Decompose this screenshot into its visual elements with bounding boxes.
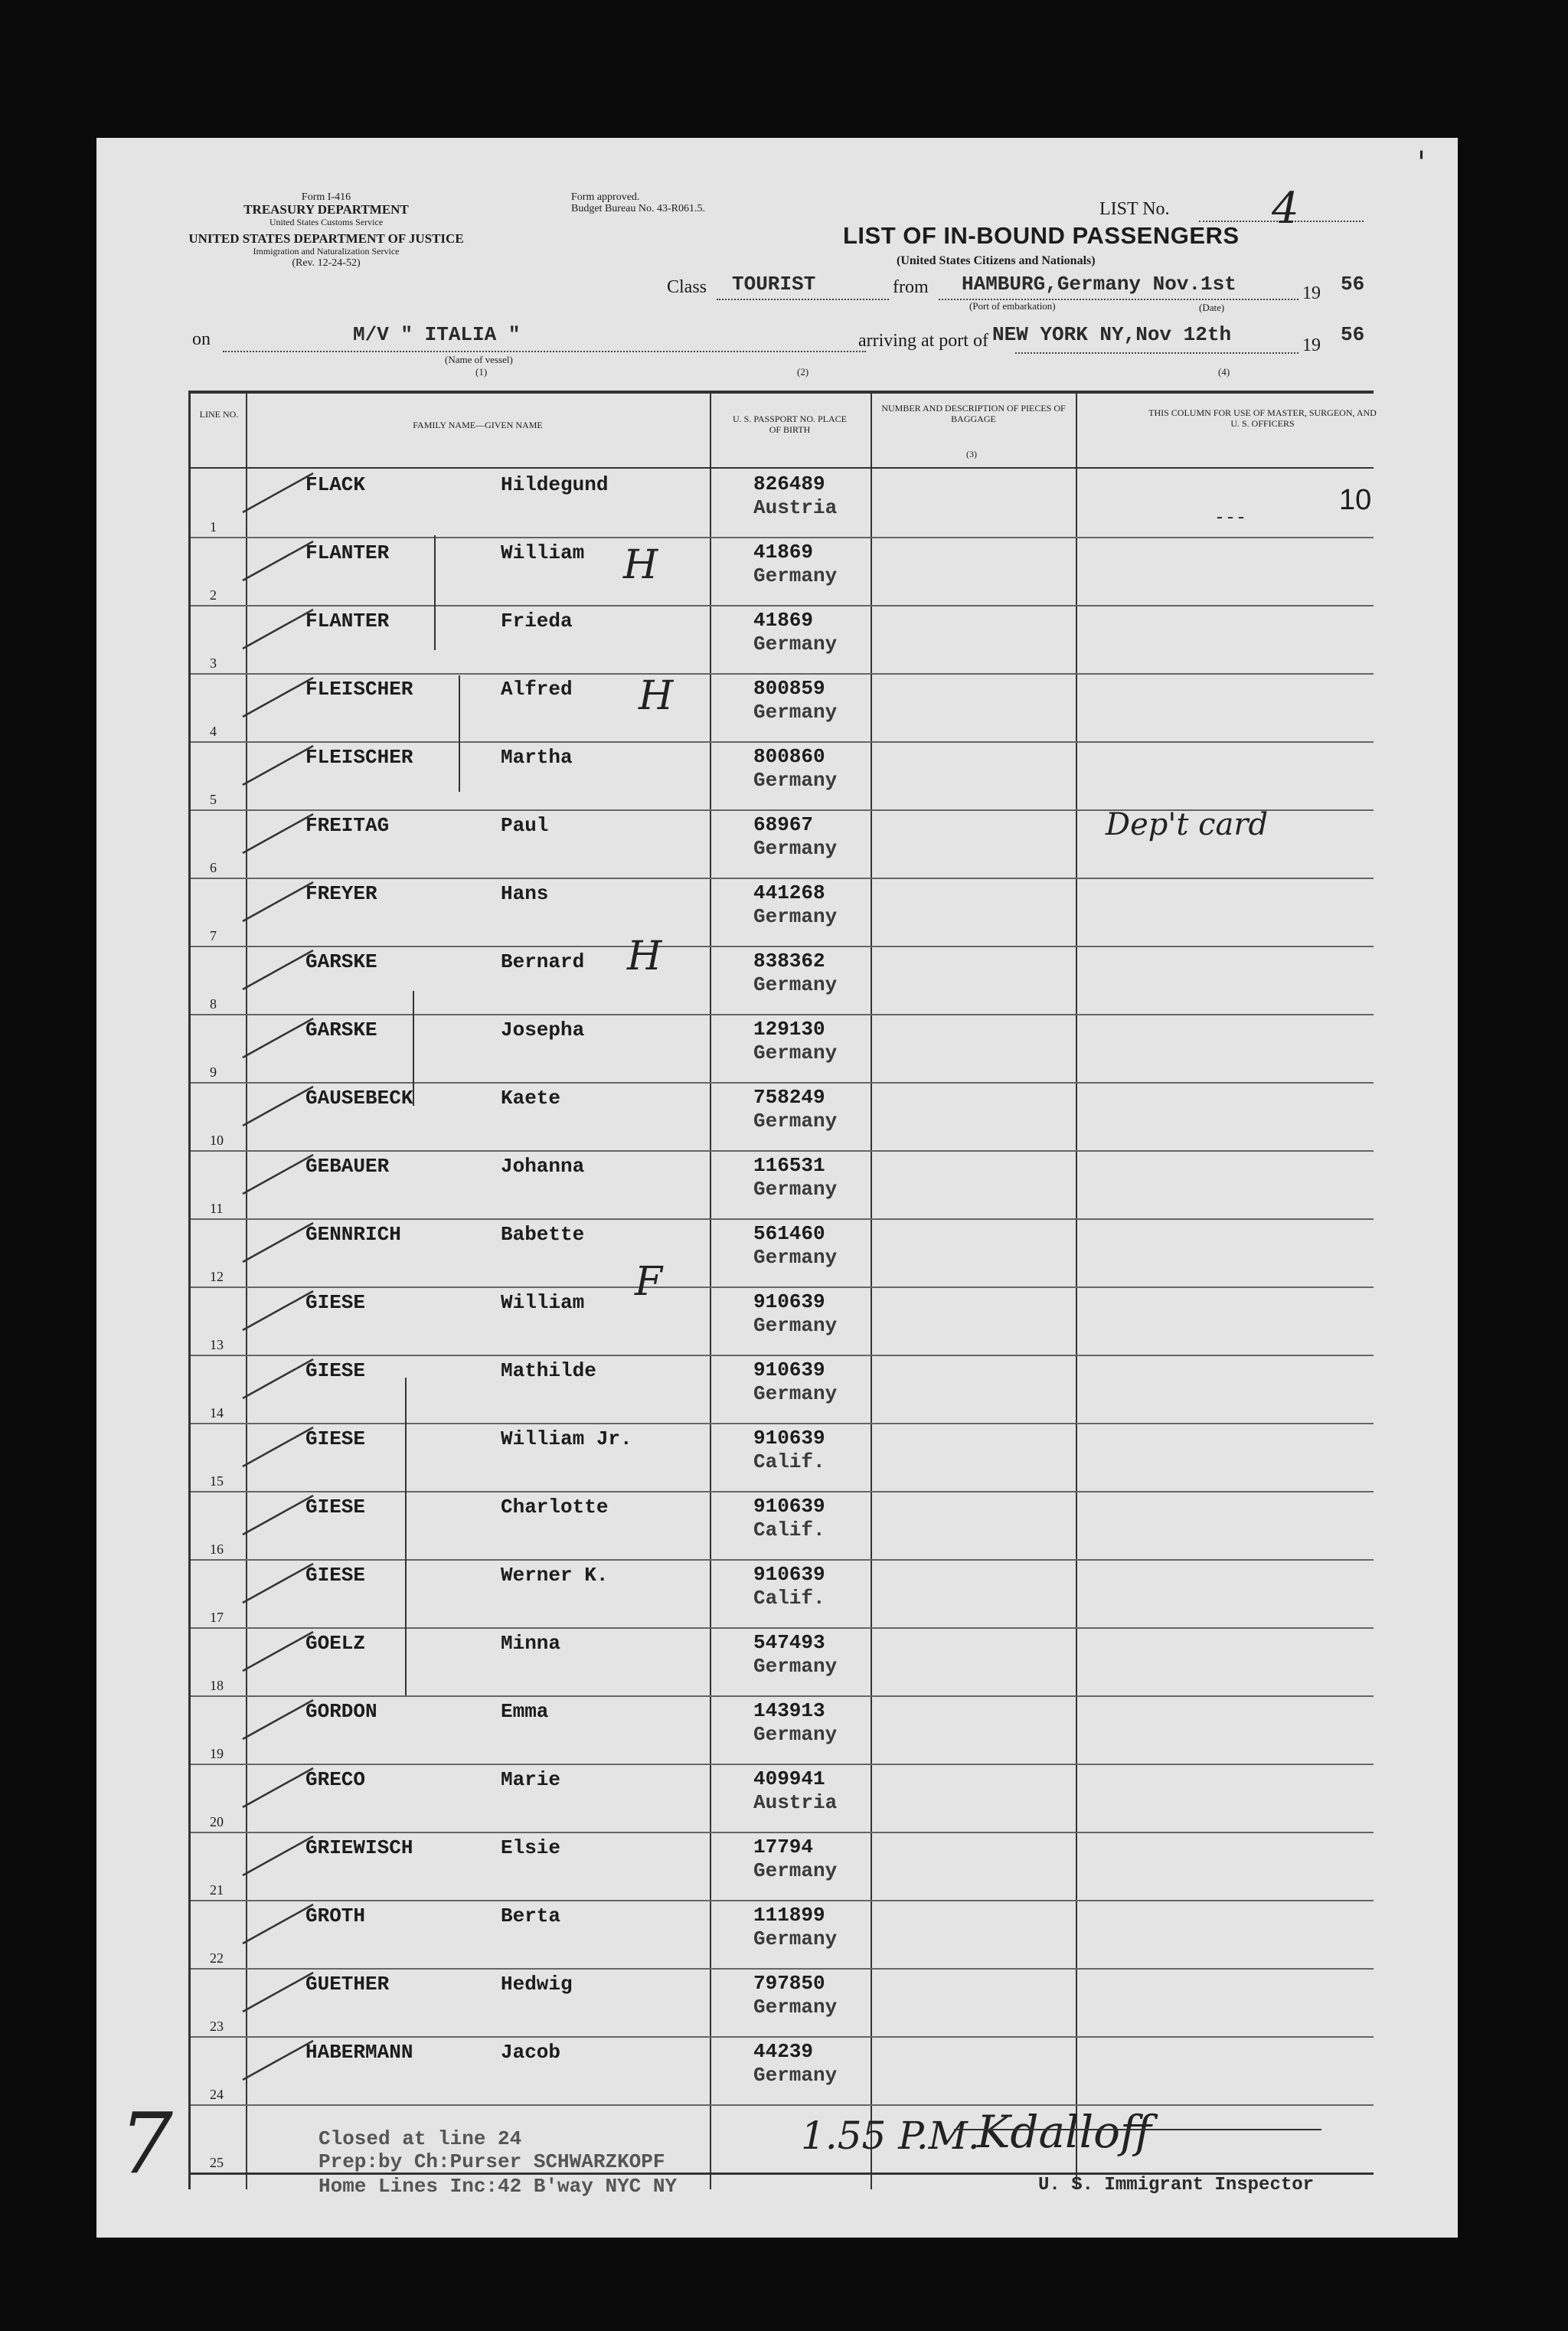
line-number: 9 — [210, 1064, 217, 1080]
passport-number: 797850 — [753, 1972, 825, 1995]
group-brace-giese — [405, 1378, 407, 1695]
year2-value: 56 — [1341, 323, 1365, 346]
place-of-birth: Germany — [753, 564, 838, 587]
given-name: Hedwig — [501, 1973, 573, 1996]
line-number: 19 — [210, 1746, 224, 1761]
passport-number: 800859 — [753, 677, 825, 700]
justice-label: UNITED STATES DEPARTMENT OF JUSTICE — [188, 231, 464, 246]
vessel-caption-num: (1) — [475, 366, 488, 378]
line-number: 7 — [210, 928, 217, 943]
margin-mark: 7 — [119, 2094, 173, 2192]
given-name: Jacob — [501, 2041, 561, 2064]
family-name: GENNRICH — [305, 1223, 401, 1246]
passport-number: 441268 — [753, 881, 825, 904]
vessel-name: M/V " ITALIA " — [353, 323, 521, 346]
arriving-line — [1015, 352, 1298, 354]
line-number: 23 — [210, 2019, 224, 2034]
col-header-passport: U. S. PASSPORT NO. PLACE OF BIRTH — [733, 414, 847, 435]
year-value: 56 — [1341, 273, 1365, 296]
passport-number: 910639 — [753, 1358, 825, 1381]
passport-number: 800860 — [753, 745, 825, 768]
treasury-label: TREASURY DEPARTMENT — [243, 202, 409, 217]
passport-number: 41869 — [753, 541, 814, 564]
table-row — [191, 1968, 1374, 2038]
col-header-line: LINE NO. — [199, 409, 239, 420]
given-name: Babette — [501, 1223, 585, 1246]
table-row — [191, 741, 1374, 811]
passport-number: 111899 — [753, 1904, 825, 1927]
family-name: GIESE — [305, 1496, 366, 1519]
table-row — [191, 1559, 1374, 1629]
given-name: Bernard — [501, 950, 585, 973]
passport-number: 409941 — [753, 1767, 825, 1790]
family-name: FREYER — [305, 882, 377, 905]
line-number: 24 — [210, 2087, 224, 2102]
passport-number: 826489 — [753, 472, 825, 495]
place-of-birth: Germany — [753, 1246, 838, 1269]
signature-time: 1.55 P.M. — [801, 2114, 980, 2158]
on-label: on — [192, 329, 211, 349]
place-of-birth: Germany — [753, 1723, 838, 1746]
table-row — [191, 1423, 1374, 1492]
inspector-label: U. S. Immigrant Inspector — [1038, 2175, 1315, 2195]
given-name: Alfred — [501, 678, 573, 701]
line-number: 16 — [210, 1541, 224, 1557]
check-mark — [237, 2106, 321, 2152]
row1-officer-dash: - - - — [1217, 507, 1244, 527]
given-name: Martha — [501, 746, 573, 769]
table-row — [191, 2036, 1374, 2106]
given-name: Hildegund — [501, 473, 609, 496]
place-of-birth: Germany — [753, 905, 838, 928]
place-of-birth: Germany — [753, 769, 838, 792]
year-prefix: 19 — [1302, 283, 1321, 303]
given-name: Josepha — [501, 1018, 585, 1041]
family-name: FLEISCHER — [305, 746, 413, 769]
date2-num: (4) — [1218, 366, 1230, 378]
place-of-birth: Germany — [753, 1927, 838, 1950]
family-name: GEBAUER — [305, 1155, 390, 1178]
line-number: 18 — [210, 1678, 224, 1693]
from-value: HAMBURG,Germany Nov.1st — [962, 273, 1236, 296]
given-name: William — [501, 1291, 585, 1314]
passport-number: 41869 — [753, 609, 814, 632]
place-of-birth: Austria — [753, 1791, 838, 1814]
place-of-birth: Germany — [753, 633, 838, 655]
given-name: Hans — [501, 882, 549, 905]
table-row — [191, 946, 1374, 1015]
group-brace-fleischer — [459, 675, 460, 792]
col-header-baggage: NUMBER AND DESCRIPTION OF PIECES OF BAGGAGE — [881, 403, 1066, 424]
line-number: 8 — [210, 996, 217, 1012]
arriving-num: (2) — [797, 366, 809, 378]
place-of-birth: Germany — [753, 973, 838, 996]
given-name: William Jr. — [501, 1427, 632, 1450]
port-embark-caption: (Port of embarkation) — [969, 300, 1056, 312]
passport-number: 143913 — [753, 1699, 825, 1722]
budget-label: Budget Bureau No. 43-R061.5. — [571, 203, 705, 214]
family-name: GRECO — [305, 1768, 366, 1791]
table-row — [191, 1832, 1374, 1901]
given-name: Emma — [501, 1700, 549, 1723]
form-number: Form I-416 — [301, 191, 351, 203]
passport-number: 44239 — [753, 2040, 814, 2063]
corner-mark: ' — [1417, 145, 1426, 181]
family-name: GARSKE — [305, 950, 377, 973]
line-number: 10 — [210, 1133, 224, 1148]
place-of-birth: Germany — [753, 1859, 838, 1882]
table-row — [191, 537, 1374, 606]
line-number: 25 — [210, 2155, 224, 2170]
given-name: Werner K. — [501, 1564, 609, 1587]
form-approved — [571, 191, 705, 214]
given-name: Elsie — [501, 1836, 561, 1859]
line-number: 6 — [210, 860, 217, 875]
place-of-birth: Calif. — [753, 1587, 825, 1610]
place-of-birth: Germany — [753, 1314, 838, 1337]
table-body — [191, 469, 1374, 2189]
passport-number: 910639 — [753, 1495, 825, 1518]
place-of-birth: Germany — [753, 701, 838, 724]
list-no-value: 4 — [1272, 184, 1299, 234]
line-number: 21 — [210, 1882, 224, 1898]
table-row — [191, 878, 1374, 947]
group-brace-flanter — [434, 535, 436, 650]
family-name: FLANTER — [305, 610, 390, 633]
table-row — [191, 1014, 1374, 1084]
table-row — [191, 1627, 1374, 1697]
table-row — [191, 605, 1374, 675]
family-name: FLANTER — [305, 541, 390, 564]
passport-number: 68967 — [753, 813, 814, 836]
place-of-birth: Germany — [753, 837, 838, 860]
passport-number: 910639 — [753, 1290, 825, 1313]
col-header-num3: (3) — [966, 449, 977, 459]
family-name: GORDON — [305, 1700, 377, 1723]
family-name: GARSKE — [305, 1018, 377, 1041]
family-name: FLACK — [305, 473, 366, 496]
approved-label: Form approved. — [571, 191, 640, 203]
given-name: Johanna — [501, 1155, 585, 1178]
footer-home: Home Lines Inc:42 B'way NYC NY — [318, 2175, 678, 2198]
group-brace-garske — [413, 991, 414, 1106]
passport-number: 561460 — [753, 1222, 825, 1245]
vessel-line — [223, 351, 866, 352]
table-row — [191, 1218, 1374, 1288]
given-name: William — [501, 541, 585, 564]
signature-name: Kdalloff — [977, 2106, 1152, 2158]
line-number: 14 — [210, 1405, 224, 1421]
passport-number: 17794 — [753, 1836, 814, 1859]
given-name: Frieda — [501, 610, 573, 633]
class-value: TOURIST — [732, 273, 816, 296]
passport-number: 758249 — [753, 1086, 825, 1109]
place-of-birth: Austria — [753, 496, 838, 519]
page-title: LIST OF IN-BOUND PASSENGERS — [843, 222, 1240, 249]
place-of-birth: Germany — [753, 1178, 838, 1201]
family-name: FREITAG — [305, 814, 390, 837]
table-row — [191, 1764, 1374, 1833]
mark-h-row4: H — [639, 673, 674, 719]
passport-number: 838362 — [753, 950, 825, 973]
given-name: Charlotte — [501, 1496, 609, 1519]
family-name: GUETHER — [305, 1973, 390, 1996]
place-of-birth: Germany — [753, 1110, 838, 1133]
line-number: 15 — [210, 1473, 224, 1489]
page-subtitle: (United States Citizens and Nationals) — [897, 254, 1096, 267]
given-name: Mathilde — [501, 1359, 596, 1382]
family-name: FLEISCHER — [305, 678, 413, 701]
place-of-birth: Germany — [753, 1382, 838, 1405]
table-row — [191, 469, 1374, 538]
table-row — [191, 1286, 1374, 1356]
line-number: 2 — [210, 587, 217, 603]
place-of-birth: Calif. — [753, 1450, 825, 1473]
table-row — [191, 1695, 1374, 1765]
given-name: Paul — [501, 814, 549, 837]
place-of-birth: Germany — [753, 1655, 838, 1678]
family-name: GAUSEBECK — [305, 1087, 413, 1110]
place-of-birth: Calif. — [753, 1519, 825, 1541]
place-of-birth: Germany — [753, 1041, 838, 1064]
class-line — [717, 299, 889, 300]
passport-number: 129130 — [753, 1018, 825, 1041]
mark-f-row13: F — [635, 1259, 663, 1305]
table-row — [191, 1900, 1374, 1970]
footer-closed: Closed at line 24 — [318, 2127, 522, 2150]
mark-h-row8: H — [627, 933, 662, 979]
table-row — [191, 1150, 1374, 1220]
family-name: GRIEWISCH — [305, 1836, 413, 1859]
year2-prefix: 19 — [1302, 335, 1321, 355]
given-name: Kaete — [501, 1087, 561, 1110]
given-name: Berta — [501, 1904, 561, 1927]
family-name: GIESE — [305, 1359, 366, 1382]
place-of-birth: Germany — [753, 1996, 838, 2019]
table-row — [191, 673, 1374, 743]
line-number: 5 — [210, 792, 217, 807]
table-row — [191, 1491, 1374, 1561]
line-number: 20 — [210, 1814, 224, 1829]
form-header-left — [173, 191, 479, 270]
class-label: Class — [667, 277, 707, 297]
line-number: 22 — [210, 1950, 224, 1966]
col-header-name: FAMILY NAME—GIVEN NAME — [413, 420, 543, 430]
arriving-value: NEW YORK NY,Nov 12th — [992, 323, 1232, 346]
line-number: 1 — [210, 519, 217, 535]
place-of-birth: Germany — [753, 2064, 838, 2087]
row1-officer-count: 10 — [1339, 484, 1372, 516]
line-number: 13 — [210, 1337, 224, 1352]
line-number: 12 — [210, 1269, 224, 1284]
family-name: GOELZ — [305, 1632, 366, 1655]
family-name: GIESE — [305, 1564, 366, 1587]
line-number: 17 — [210, 1610, 224, 1625]
dept-card-note: Dep't card — [1106, 807, 1269, 842]
table-row — [191, 1082, 1374, 1152]
family-name: GIESE — [305, 1427, 366, 1450]
given-name: Marie — [501, 1768, 561, 1791]
passport-number: 910639 — [753, 1563, 825, 1586]
signature-line — [954, 2129, 1321, 2130]
passport-number: 547493 — [753, 1631, 825, 1654]
list-no-label: LIST No. — [1099, 199, 1170, 219]
family-name: GIESE — [305, 1291, 366, 1314]
col-header-officers: THIS COLUMN FOR USE OF MASTER, SURGEON, AND U. S. OFFICERS — [1148, 407, 1377, 429]
date-caption: (Date) — [1199, 302, 1225, 313]
ins-label: Immigration and Naturalization Service — [253, 246, 400, 257]
rev-label: (Rev. 12-24-52) — [292, 257, 361, 269]
family-name: HABERMANN — [305, 2041, 413, 2064]
line-number: 4 — [210, 724, 217, 739]
table-row — [191, 1355, 1374, 1424]
vessel-caption: (Name of vessel) — [445, 354, 513, 365]
passenger-table — [188, 391, 1377, 2189]
footer-prep: Prep:by Ch:Purser SCHWARZKOPF — [318, 2150, 665, 2173]
line-number: 11 — [210, 1201, 224, 1216]
customs-label: United States Customs Service — [269, 217, 384, 227]
manifest-sheet — [96, 138, 1458, 2238]
family-name: GROTH — [305, 1904, 366, 1927]
passport-number: 910639 — [753, 1427, 825, 1450]
given-name: Minna — [501, 1632, 561, 1655]
passport-number: 116531 — [753, 1154, 825, 1177]
mark-h-row2: H — [623, 542, 658, 588]
from-label: from — [893, 277, 929, 297]
line-number: 3 — [210, 655, 217, 671]
arriving-label: arriving at port of — [858, 331, 988, 351]
